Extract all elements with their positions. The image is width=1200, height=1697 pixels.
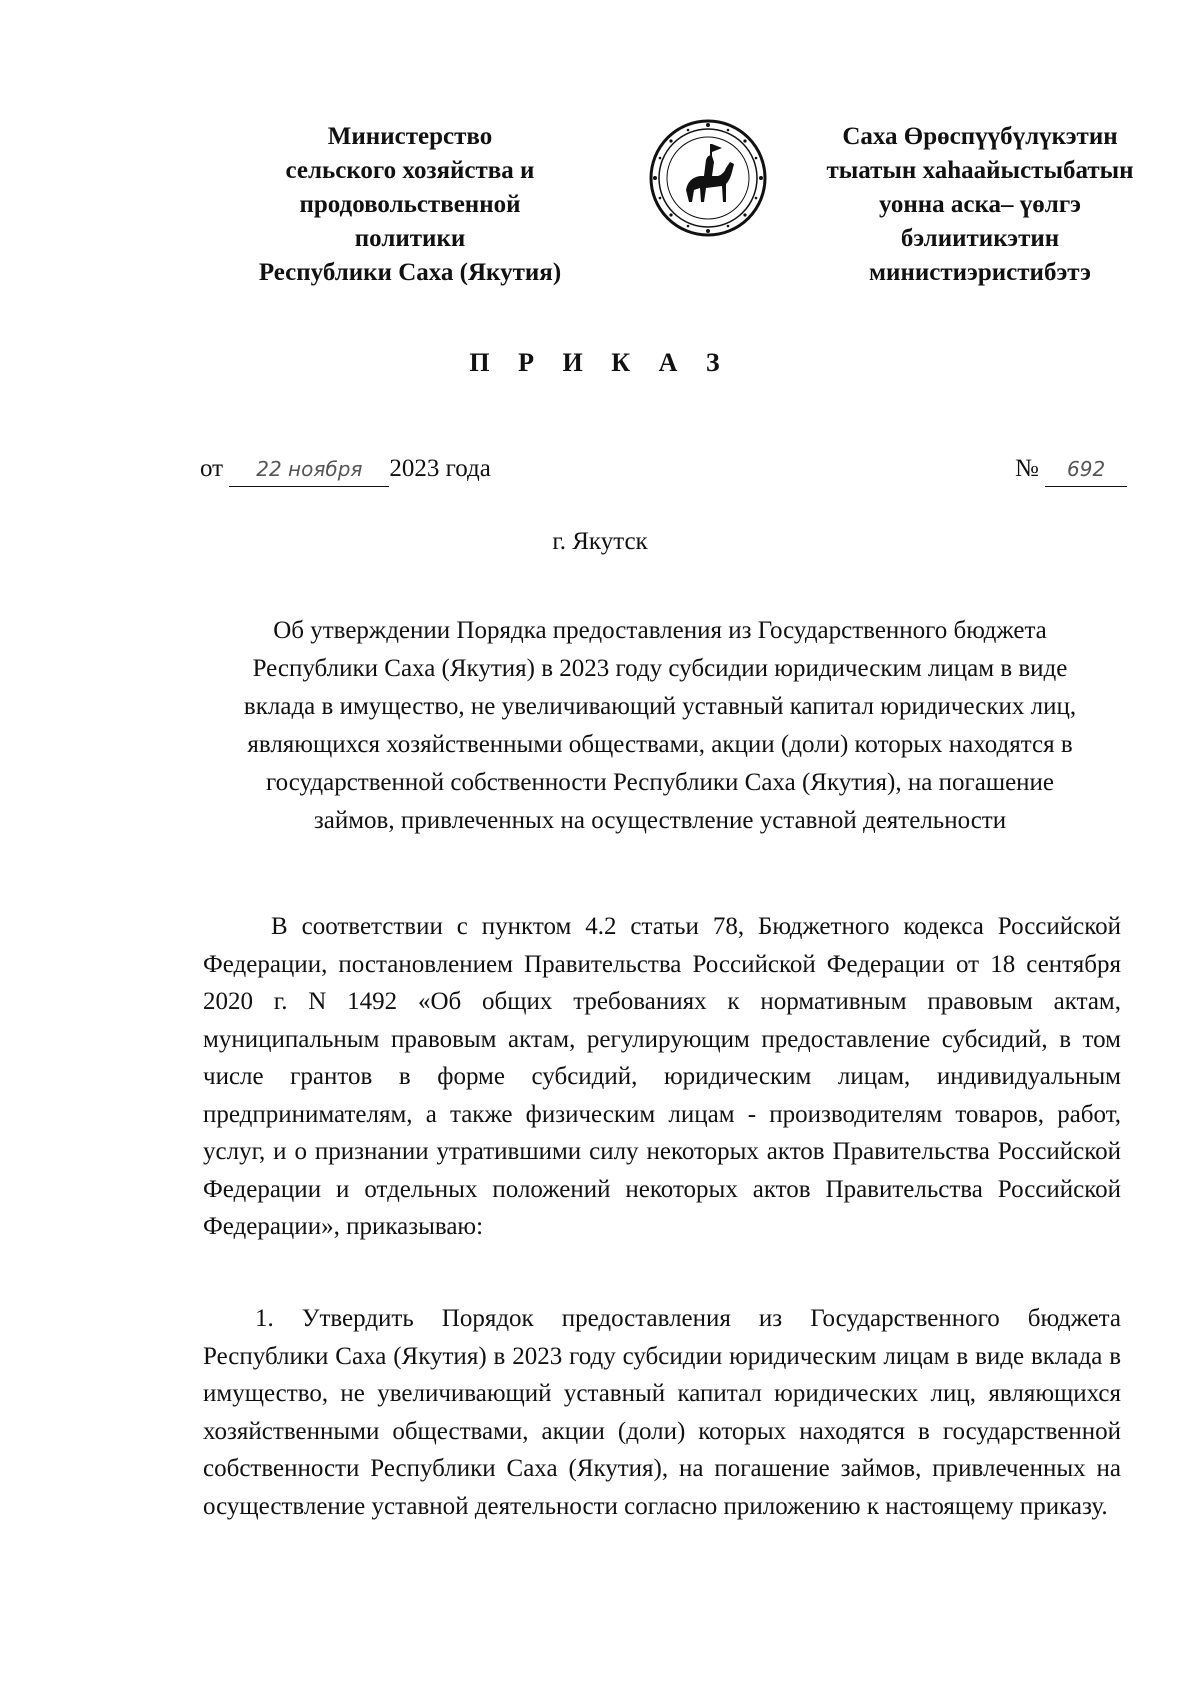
title-line: Республики Саха (Якутия) в 2023 году субсидии юридическим лицам в виде bbox=[252, 655, 1068, 682]
city-name: г. Якутск bbox=[552, 528, 648, 555]
order-title bbox=[200, 612, 1120, 840]
document-type-heading: П Р И К А З bbox=[469, 348, 731, 377]
ministry-name-line: Министерство bbox=[327, 123, 493, 150]
ministry-name-line: Саха Өрөспүүбүлүкэтин bbox=[842, 123, 1118, 150]
preamble-paragraph: В соответствии с пунктом 4.2 статьи 78, Бюджетного кодекса Российской Федерации, постановлением Правительства Российской Федерации от 18 сентября 2020 г. N 1492 «Об общих требованиях к нормативным правовым актам, муниципальным правовым актам, регулирующим предоставление субсидий, в том числе грантов в форме субсидий, юридическим лицам, индивидуальным предпринимателям, а также физическим лицам - производителям товаров, работ, услуг, и о признании утратившими силу некоторых актов Правительства Российской Федерации и отдельных положений некоторых актов Правительства Российской Федерации», приказываю: bbox=[203, 913, 1121, 1240]
ministry-name-line: уонна аска– үөлгэ bbox=[879, 191, 1081, 218]
republic-emblem-icon bbox=[648, 118, 768, 238]
title-line: вклада в имущество, не увеличивающий уставный капитал юридических лиц, bbox=[243, 693, 1077, 720]
title-line: государственной собственности Республики Саха (Якутия), на погашение bbox=[265, 769, 1055, 796]
ministry-name-line: сельского хозяйства и bbox=[285, 157, 535, 184]
ministry-name-line: министиэристибэтэ bbox=[869, 259, 1091, 286]
order-number bbox=[1015, 452, 1127, 487]
date-prefix: от bbox=[200, 455, 224, 482]
ministry-name-line: бэлиитикэтин bbox=[900, 225, 1060, 252]
number-prefix: № bbox=[1015, 455, 1039, 482]
ministry-name-line: Республики Саха (Якутия) bbox=[258, 259, 562, 286]
ministry-name-line: политики bbox=[354, 225, 466, 252]
ministry-name-line: тыатын хаhаайыстыбатын bbox=[826, 157, 1134, 184]
title-line: займов, привлеченных на осуществление уставной деятельности bbox=[313, 807, 1007, 834]
handwritten-number: 692 bbox=[1045, 452, 1127, 487]
order-item-1: 1. Утвердить Порядок предоставления из Государственного бюджета Республики Саха (Якутия) в 2023 году субсидии юридическим лицам в виде вклада в имущество, не увеличивающий уставный капитал юридических лиц, являющихся хозяйственными обществами, акции (доли) которых находятся в государственной собственности Республики Саха (Якутия), на погашение займов, привлеченных на осуществление уставной деятельности согласно приложению к настоящему приказу. bbox=[203, 1305, 1121, 1520]
title-line: являющихся хозяйственными обществами, акции (доли) которых находятся в bbox=[247, 731, 1073, 758]
ministry-name-yakut bbox=[800, 120, 1160, 290]
ministry-name-russian bbox=[220, 120, 600, 290]
order-date bbox=[200, 452, 491, 487]
ministry-name-line: продовольственной bbox=[299, 191, 521, 218]
date-suffix: 2023 года bbox=[389, 455, 491, 482]
title-line: Об утверждении Порядка предоставления из Государственного бюджета bbox=[273, 617, 1047, 644]
handwritten-date: 22 ноября bbox=[229, 452, 389, 487]
